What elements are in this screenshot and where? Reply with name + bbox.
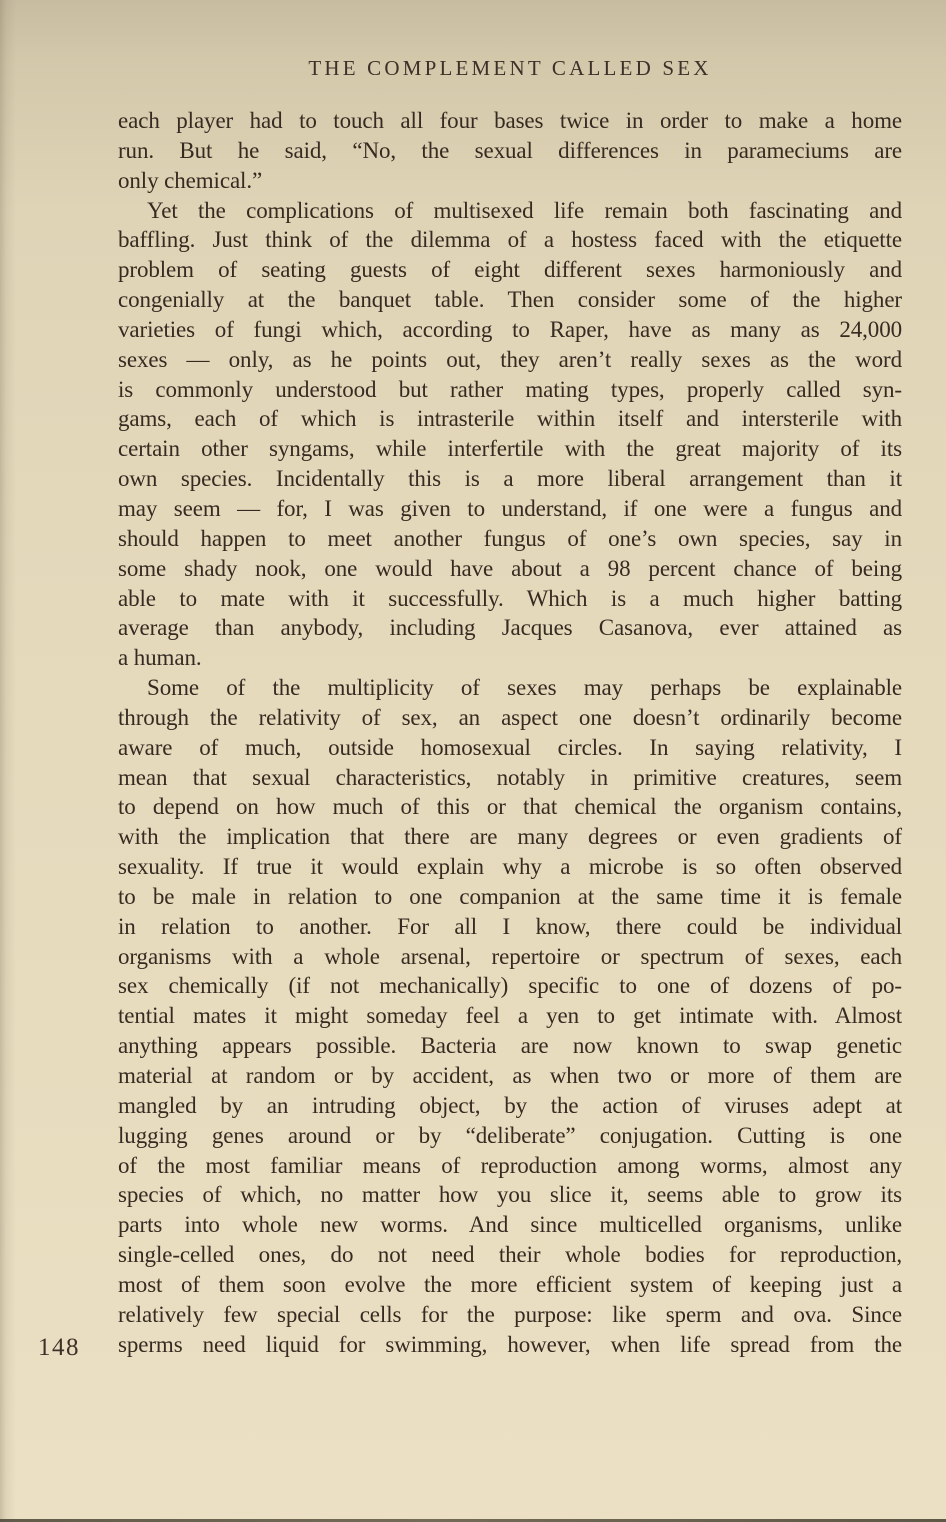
text-line: to be male in relation to one companion at the same time it is female	[118, 883, 902, 909]
text-line: each player had to touch all four bases twice in order to make a home	[118, 108, 902, 133]
page-number: 148	[38, 1334, 80, 1361]
text-line: parts into whole new worms. And since multicelled organisms, unlike	[118, 1212, 902, 1238]
text-line: a human.	[118, 645, 202, 671]
text-line: may seem — for, I was given to understand, if one were a fungus and	[118, 495, 902, 521]
text-line: sperms need liquid for swimming, however, when life spread from the	[118, 1331, 902, 1357]
text-line: lugging genes around or by “deliberate” conjugation. Cutting is one	[118, 1122, 902, 1148]
text-line: mean that sexual characteristics, notably in primitive creatures, seem	[118, 764, 902, 790]
text-line: single-celled ones, do not need their whole bodies for reproduction,	[118, 1242, 902, 1268]
text-line: with the implication that there are many degrees or even gradients of	[118, 824, 902, 850]
text-line: problem of seating guests of eight different sexes harmoniously and	[118, 257, 902, 283]
text-line: sexuality. If true it would explain why a microbe is so often observed	[118, 854, 902, 880]
text-line: varieties of fungi which, according to Raper, have as many as 24,000	[118, 316, 902, 342]
text-line: aware of much, outside homosexual circles. In saying relativity, I	[118, 734, 902, 760]
text-line: mangled by an intruding object, by the action of viruses adept at	[118, 1092, 902, 1118]
text-line: tential mates it might someday feel a yen to get intimate with. Almost	[118, 1003, 902, 1029]
text-line: run. But he said, “No, the sexual differences in parameciums are	[118, 137, 902, 163]
text-line: baffling. Just think of the dilemma of a hostess faced with the etiquette	[118, 227, 902, 253]
text-line: congenially at the banquet table. Then consider some of the higher	[118, 287, 902, 313]
text-line: gams, each of which is intrasterile within itself and intersterile with	[118, 406, 902, 432]
text-line: own species. Incidentally this is a more liberal arrangement than it	[118, 466, 902, 492]
text-line: should happen to meet another fungus of one’s own species, say in	[118, 525, 902, 551]
text-line: is commonly understood but rather mating types, properly called syn-	[118, 376, 902, 402]
running-header: THE COMPLEMENT CALLED SEX	[308, 56, 712, 80]
text-line: to depend on how much of this or that chemical the organism contains,	[118, 794, 902, 820]
text-line: material at random or by accident, as when two or more of them are	[118, 1063, 902, 1088]
text-line: anything appears possible. Bacteria are now known to swap genetic	[118, 1033, 902, 1059]
text-line: Yet the complications of multisexed life remain both fascinating and	[147, 197, 902, 223]
text-line: Some of the multiplicity of sexes may perhaps be explainable	[147, 675, 902, 701]
text-line: only chemical.”	[118, 167, 263, 193]
text-line: most of them soon evolve the more efficient system of keeping just a	[118, 1271, 902, 1297]
text-line: of the most familiar means of reproduction among worms, almost any	[118, 1152, 902, 1178]
text-line: sexes — only, as he points out, they aren’t really sexes as the word	[118, 346, 902, 372]
text-line: through the relativity of sex, an aspect one doesn’t ordinarily become	[118, 704, 902, 730]
text-line: able to mate with it successfully. Which is a much higher batting	[118, 585, 902, 611]
text-line: average than anybody, including Jacques Casanova, ever attained as	[118, 615, 902, 641]
text-line: some shady nook, one would have about a 98 percent chance of being	[118, 555, 902, 581]
text-line: certain other syngams, while interfertile with the great majority of its	[118, 436, 902, 462]
text-line: species of which, no matter how you slice it, seems able to grow its	[118, 1182, 902, 1208]
text-line: organisms with a whole arsenal, repertoire or spectrum of sexes, each	[118, 943, 902, 969]
text-line: in relation to another. For all I know, there could be individual	[118, 913, 902, 939]
text-line: relatively few special cells for the purpose: like sperm and ova. Since	[118, 1301, 902, 1327]
body-text-block	[118, 106, 902, 1359]
text-line: sex chemically (if not mechanically) specific to one of dozens of po-	[118, 973, 902, 999]
